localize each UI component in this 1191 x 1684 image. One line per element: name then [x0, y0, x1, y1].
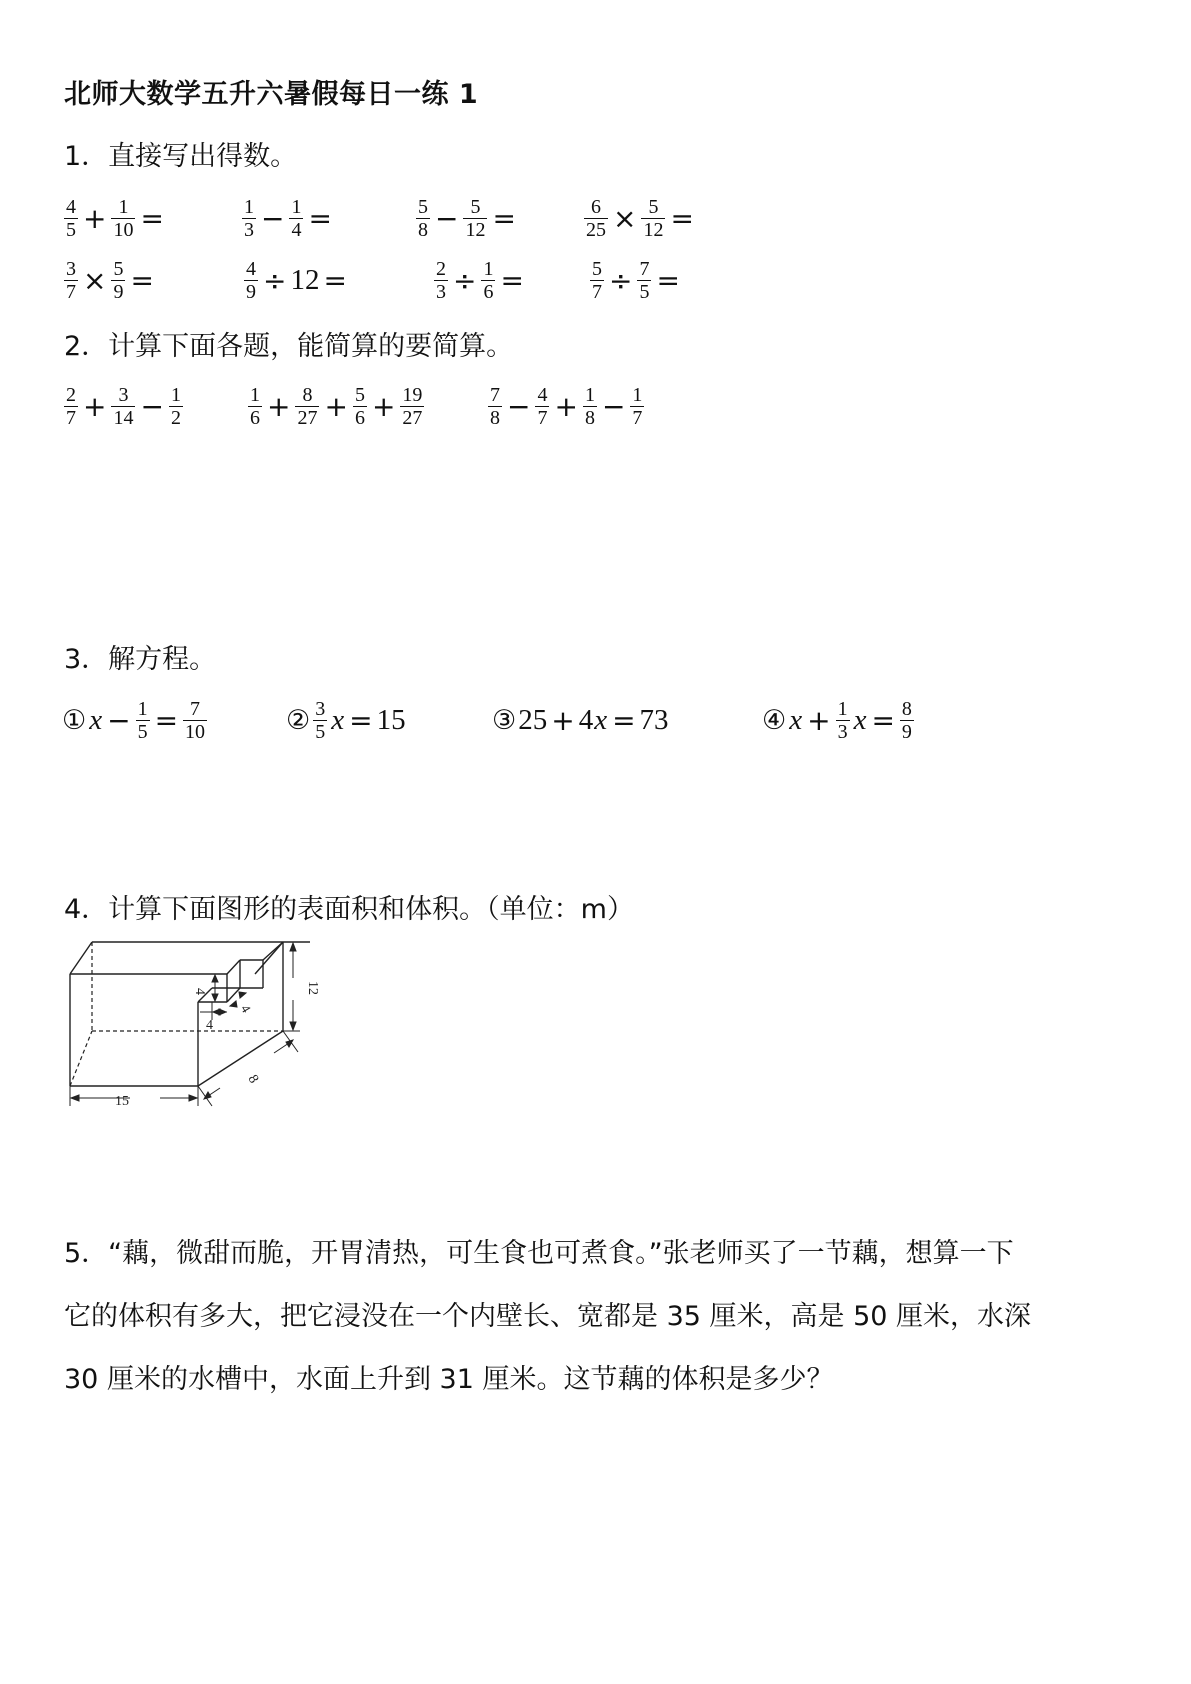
fraction: $\frac{1}{6}$: [250, 383, 260, 429]
notch-width-label: 4: [206, 1018, 213, 1033]
q5-paragraph: [64, 1222, 1144, 1411]
fraction: $\frac{1}{5}$: [137, 697, 148, 743]
length-label: 15: [115, 1094, 129, 1109]
fraction: $\frac{7}{10}$: [185, 697, 206, 743]
fraction: $\frac{1}{8}$: [584, 383, 595, 429]
fraction: $\frac{4}{9}$: [246, 257, 256, 303]
equation-3: ③ 25 + 4 x = 73: [492, 703, 669, 737]
fraction: $\frac{7}{5}$: [639, 257, 650, 303]
equation-1: ① x − $\frac{1}{5}$ = $\frac{7}{10}$: [62, 697, 206, 743]
q3-heading: 3．解方程。: [64, 644, 217, 675]
q5-line-1: 5．“藕，微甜而脆，开胃清热，可生食也可煮食。”张老师买了一节藕，想算一下: [64, 1238, 1014, 1269]
q1-item: $\frac{5}{7}$ ÷ $\frac{7}{5}$ =: [592, 257, 680, 303]
q1-item: $\frac{2}{3}$ ÷ $\frac{1}{6}$ =: [436, 257, 524, 303]
fraction: $\frac{5}{12}$: [465, 195, 486, 241]
fraction: $\frac{7}{8}$: [490, 383, 500, 429]
fraction: $\frac{5}{12}$: [643, 195, 664, 241]
fraction: $\frac{4}{7}$: [537, 383, 548, 429]
page-title: 北师大数学五升六暑假每日一练 1: [64, 79, 479, 110]
q1-item: $\frac{4}{5}$ + $\frac{1}{10}$ =: [66, 195, 164, 241]
fraction: $\frac{5}{7}$: [592, 257, 602, 303]
fraction: $\frac{8}{27}$: [297, 383, 318, 429]
q2-expression: $\frac{1}{6}$ + $\frac{8}{27}$ + $\frac{5}{6}$ + $\frac{19}{27}$: [250, 383, 423, 429]
fraction: $\frac{3}{14}$: [113, 383, 134, 429]
fraction: $\frac{1}{3}$: [244, 195, 254, 241]
fraction: $\frac{5}{8}$: [418, 195, 428, 241]
fraction: $\frac{6}{25}$: [586, 195, 606, 241]
q2-expression: $\frac{2}{7}$ + $\frac{3}{14}$ − $\frac{1}{2}$: [66, 383, 181, 429]
fraction: $\frac{1}{3}$: [837, 697, 848, 743]
fraction: $\frac{1}{10}$: [113, 195, 134, 241]
q2-expression: $\frac{7}{8}$ − $\frac{4}{7}$ + $\frac{1}{8}$ − $\frac{1}{7}$: [490, 383, 643, 429]
width-label: 8: [244, 1072, 262, 1087]
q1-item: $\frac{6}{25}$ × $\frac{5}{12}$ =: [586, 195, 694, 241]
fraction: $\frac{2}{3}$: [436, 257, 446, 303]
height-label: 12: [305, 981, 320, 995]
fraction: $\frac{1}{6}$: [483, 257, 494, 303]
q4-heading: 4．计算下面图形的表面积和体积。（单位：m）: [64, 894, 634, 925]
fraction: $\frac{5}{9}$: [113, 257, 124, 303]
notch-height-label: 4: [192, 988, 207, 995]
cuboid-with-notch-figure: [60, 930, 320, 1109]
notch-depth-label: 4: [237, 1002, 255, 1016]
equation-2: ② $\frac{3}{5}$ x = 15: [286, 697, 406, 743]
q2-heading: 2．计算下面各题，能简算的要简算。: [64, 331, 514, 362]
fraction: $\frac{1}{2}$: [170, 383, 181, 429]
fraction: $\frac{1}{4}$: [291, 195, 302, 241]
q1-item: $\frac{4}{9}$ ÷ 12 =: [246, 257, 347, 303]
fraction: $\frac{2}{7}$: [66, 383, 76, 429]
equation-4: ④ x + $\frac{1}{3}$ x = $\frac{8}{9}$: [762, 697, 912, 743]
q1-item: $\frac{1}{3}$ − $\frac{1}{4}$ =: [244, 195, 332, 241]
fraction: $\frac{8}{9}$: [901, 697, 912, 743]
q5-line-2: 它的体积有多大，把它浸没在一个内壁长、宽都是 35 厘米，高是 50 厘米，水深: [64, 1301, 1032, 1332]
fraction: $\frac{5}{6}$: [354, 383, 365, 429]
fraction: $\frac{19}{27}$: [402, 383, 423, 429]
q1-heading: 1．直接写出得数。: [64, 141, 298, 172]
q1-item: $\frac{3}{7}$ × $\frac{5}{9}$ =: [66, 257, 154, 303]
fraction: $\frac{4}{5}$: [66, 195, 76, 241]
fraction: $\frac{3}{5}$: [315, 697, 326, 743]
q5-line-3: 30 厘米的水槽中，水面上升到 31 厘米。这节藕的体积是多少？: [64, 1364, 834, 1395]
q1-item: $\frac{5}{8}$ − $\frac{5}{12}$ =: [418, 195, 516, 241]
fraction: $\frac{1}{7}$: [632, 383, 643, 429]
fraction: $\frac{3}{7}$: [66, 257, 76, 303]
